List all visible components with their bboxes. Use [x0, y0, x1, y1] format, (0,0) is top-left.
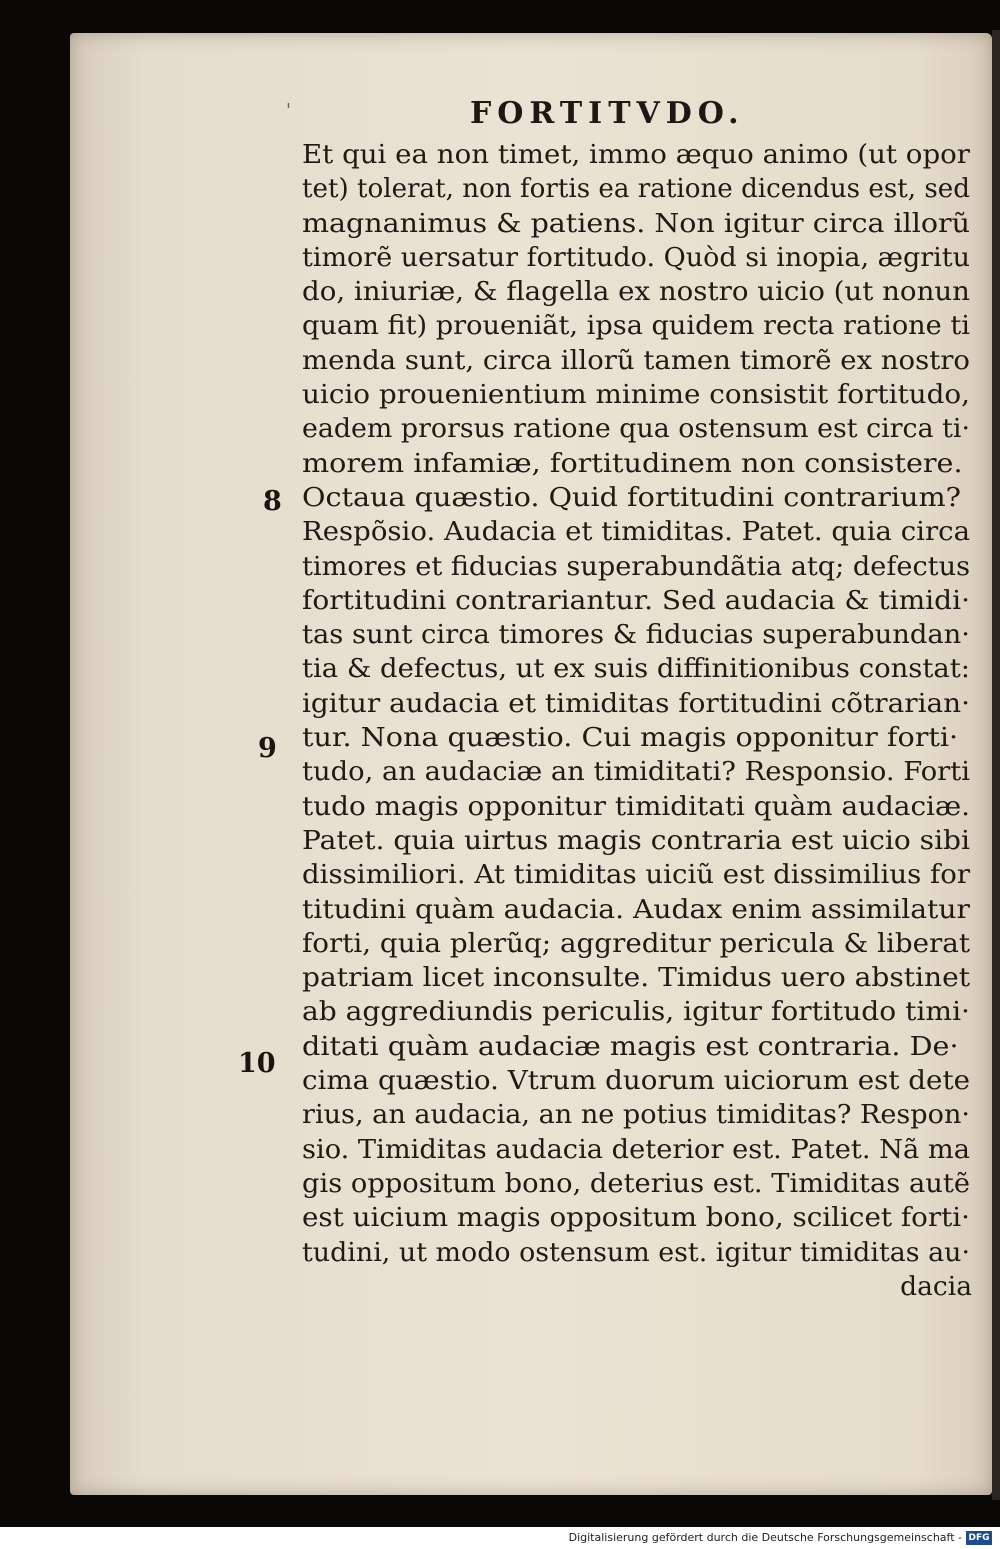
text-line: morem infamiæ, fortitudinem non consistere. — [302, 447, 963, 479]
text-line: titudini quàm audacia. Audax enim assimilatur — [302, 893, 970, 925]
text-line: tudo magis opponitur timiditati quàm audaciæ. — [302, 790, 970, 822]
text-line: tudo, an audaciæ an timiditati? Responsio. Forti — [302, 756, 970, 788]
text-line: eadem prorsus ratione qua ostensum est circa ti· — [302, 413, 970, 445]
text-line: timores et fiducias superabundãtia atq; defectus — [302, 550, 970, 582]
text-line: tudini, ut modo ostensum est. igitur timiditas au· — [302, 1236, 970, 1268]
text-line: Octaua quæstio. Quid fortitudini contrarium? — [302, 481, 961, 513]
text-line: ditati quàm audaciæ magis est contraria. De· — [302, 1030, 959, 1062]
text-block — [302, 138, 972, 1304]
footer-credit: Digitalisierung gefördert durch die Deutsche Forschungsgemeinschaft - — [568, 1531, 962, 1544]
text-line: menda sunt, circa illorũ tamen timorẽ ex nostro — [302, 344, 970, 376]
text-line: uicio prouenientium minime consistit fortitudo, — [302, 379, 970, 411]
text-line: sio. Timiditas audacia deterior est. Patet. Nã ma — [302, 1133, 970, 1165]
text-line: magnanimus & patiens. Non igitur circa illorũ — [302, 207, 970, 239]
text-line: timorẽ uersatur fortitudo. Quòd si inopia, ægritu — [302, 241, 970, 273]
text-line: tas sunt circa timores & fiducias superabundan· — [302, 619, 970, 651]
text-line: tur. Nona quæstio. Cui magis opponitur forti· — [302, 722, 959, 754]
text-line: ab aggrediundis periculis, igitur fortitudo timi· — [302, 996, 970, 1028]
text-line: quam fit) proueniãt, ipsa quidem recta ratione ti — [302, 310, 970, 342]
text-line: Et qui ea non timet, immo æquo animo (ut opor — [302, 139, 970, 170]
text-line: igitur audacia et timiditas fortitudini cõtrarian· — [302, 687, 970, 719]
text-line: dissimiliori. At timiditas uiciũ est dissimilius for — [302, 859, 970, 891]
page-edge — [992, 30, 1000, 1500]
text-line: fortitudini contrariantur. Sed audacia & timidi· — [302, 584, 970, 616]
text-line: cima quæstio. Vtrum duorum uiciorum est dete — [302, 1065, 970, 1097]
text-line: rius, an audacia, an ne potius timiditas? Respon· — [302, 1099, 970, 1131]
margin-number-8: 8 — [263, 486, 282, 517]
text-line: do, iniuriæ, & flagella ex nostro uicio (ut nonun — [302, 276, 970, 308]
text-line: tet) tolerat, non fortis ea ratione dicendus est, sed — [302, 173, 970, 205]
margin-number-10: 10 — [238, 1048, 276, 1079]
text-line: forti, quia plerũq; aggreditur pericula & liberat — [302, 927, 970, 959]
text-line: patriam licet inconsulte. Timidus uero abstinet — [302, 962, 970, 994]
dfg-logo: DFG — [966, 1531, 992, 1545]
margin-number-9: 9 — [258, 733, 277, 764]
catchword: dacia — [900, 1270, 972, 1302]
text-line: Respõsio. Audacia et timiditas. Patet. quia circa — [302, 516, 970, 548]
text-line: Patet. quia uirtus magis contraria est uicio sibi — [302, 824, 970, 856]
running-head-mark: ' — [286, 100, 291, 121]
text-line: tia & defectus, ut ex suis diffinitionibus constat: — [302, 653, 971, 685]
running-head: FORTITVDO. — [470, 96, 745, 131]
footer-bar — [0, 1527, 1000, 1549]
text-line: gis oppositum bono, deterius est. Timiditas autẽ — [302, 1167, 970, 1199]
text-line: est uicium magis oppositum bono, scilicet forti· — [302, 1202, 970, 1234]
